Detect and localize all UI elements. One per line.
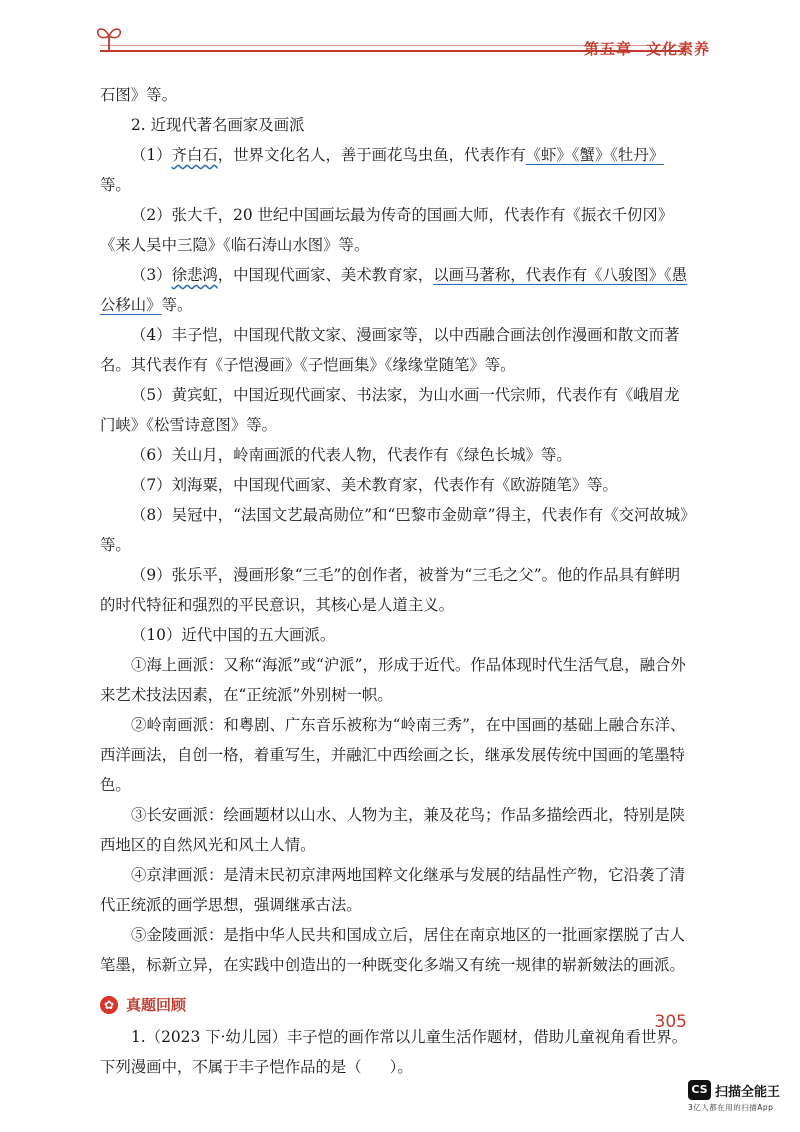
- answer-blank: [362, 1071, 390, 1072]
- review-heading: [100, 990, 690, 1020]
- text: 等。: [100, 176, 131, 194]
- text-line: 石图》等。: [100, 86, 177, 104]
- main-content: [100, 80, 690, 1082]
- question-text-end: ）。: [389, 1058, 413, 1076]
- question-1: [100, 1022, 690, 1082]
- works: 以画马著称，代表作有《八骏图》《愚公移山》: [100, 266, 688, 314]
- num: （3）: [131, 266, 172, 284]
- chapter-heading: [584, 38, 710, 59]
- question-text: 1.（2023 下·幼儿园）丰子恺的画作常以儿童生活作题材，借助儿童视角看世界。下列漫画中，不属于丰子恺作品的是（: [100, 1028, 688, 1076]
- page-number: 305: [654, 1012, 687, 1032]
- paragraph-guan-shanyue: （6）关山月，岭南画派的代表人物，代表作有《绿色长城》等。: [131, 446, 572, 464]
- school-haishang: ①海上画派：又称“海派”或“沪派”，形成于近代。作品体现时代生活气息，融合外来艺术技法因素，在“正统派”外别树一帜。: [100, 656, 686, 704]
- watermark-subtitle: 3亿人都在用的扫描App: [688, 1103, 774, 1112]
- scanner-watermark: [688, 1080, 780, 1113]
- works: 《虾》《蟹》《牡丹》: [525, 146, 665, 164]
- paragraph-huang-binhong: （5）黄宾虹，中国近现代画家、书法家，为山水画一代宗师，代表作有《峨眉龙门峡》《松雪诗意图》等。: [100, 386, 680, 434]
- paragraph-liu-haisu: （7）刘海粟，中国现代画家、美术教育家，代表作有《欧游随笔》等。: [131, 476, 618, 494]
- paragraph-wu-guanzhong: （8）吴冠中，“法国文艺最高勋位”和“巴黎市金勋章”得主，代表作有《交河故城》等。: [100, 506, 688, 554]
- school-jinling: ⑤金陵画派：是指中华人民共和国成立后，居住在南京地区的一批画家摆脱了古人笔墨，标新立异，在实践中创造出的一种既变化多端又有统一规律的崭新皴法的画派。: [100, 926, 686, 974]
- painter-name: 徐悲鸿: [171, 266, 218, 284]
- paragraph-qi-baishi: [100, 140, 690, 200]
- school-lingnan: ②岭南画派：和粤剧、广东音乐被称为“岭南三秀”，在中国画的基础上融合东洋、西洋画法，自创一格，着重写生，并融汇中西绘画之长，继承发展传统中国画的笔墨特色。: [100, 716, 686, 794]
- chapter-title: 文化素养: [645, 40, 710, 58]
- paragraph-feng-zikai: （4）丰子恺，中国现代散文家、漫画家等，以中西融合画法创作漫画和散文而著名。其代表作有《子恺漫画》《子恺画集》《缘缘堂随笔》等。: [100, 326, 680, 374]
- text: 等。: [161, 296, 193, 314]
- chapter-number: 第五章: [583, 40, 632, 58]
- flower-icon: ✿: [100, 996, 118, 1014]
- paragraph-zhang-leping: （9）张乐平，漫画形象“三毛”的创作者，被誉为“三毛之父”。他的作品具有鲜明的时代特征和强烈的平民意识，其核心是人道主义。: [100, 566, 681, 614]
- painter-name: 齐白石: [171, 146, 218, 164]
- review-title: 真题回顾: [126, 996, 187, 1014]
- section-heading: 2. 近现代著名画家及画派: [131, 116, 305, 134]
- num: （1）: [131, 146, 172, 164]
- school-jingjin: ④京津画派：是清末民初京津两地国粹文化继承与发展的结晶性产物，它沿袭了清代正统派的画学思想，强调继承古法。: [100, 866, 686, 914]
- school-changan: ③长安画派：绘画题材以山水、人物为主，兼及花鸟；作品多描绘西北，特别是陕西地区的自然风光和风土人情。: [100, 806, 686, 854]
- paragraph-five-schools: （10）近代中国的五大画派。: [131, 626, 336, 644]
- paragraph-xu-beihong: [100, 260, 690, 320]
- text: ，世界文化名人，善于画花鸟虫鱼，代表作有: [217, 146, 526, 164]
- watermark-name: 扫描全能王: [714, 1084, 780, 1100]
- camscanner-logo: CS: [688, 1080, 711, 1100]
- paragraph-zhang-daqian: （2）张大千，20 世纪中国画坛最为传奇的国画大师，代表作有《振衣千仞冈》《来人吴中三隐》《临石涛山水图》等。: [100, 206, 674, 254]
- text: ，中国现代画家、美术教育家，: [217, 266, 434, 284]
